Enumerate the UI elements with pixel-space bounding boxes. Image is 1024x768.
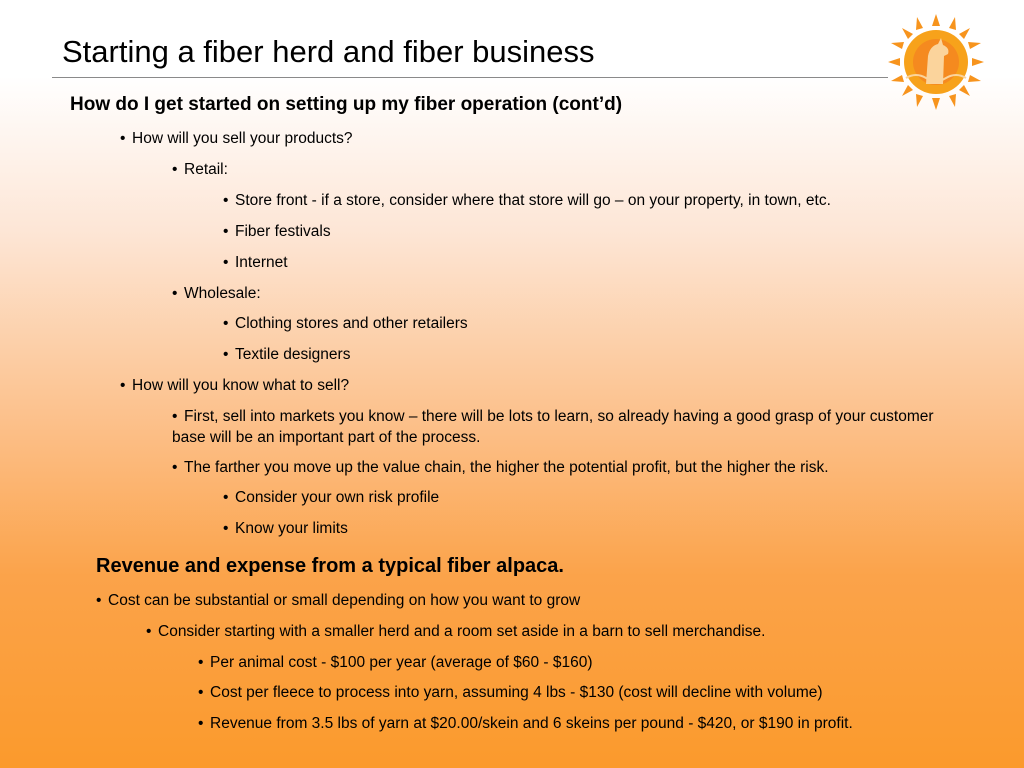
bullet-text: The farther you move up the value chain, the higher the potential profit, but the higher the risk. <box>184 459 829 476</box>
bullet-text: How will you know what to sell? <box>132 377 350 394</box>
bullet-text: First, sell into markets you know – there will be lots to learn, so already having a good grasp of your customer base will be an important part of the process. <box>172 408 934 446</box>
bullet-know-limits <box>223 518 348 539</box>
bullet-marker: • <box>198 684 204 701</box>
bullet-wholesale <box>172 283 261 304</box>
bullet-text: Cost can be substantial or small depending on how you want to grow <box>108 592 581 609</box>
bullet-marker: • <box>146 623 152 640</box>
bullet-text: Clothing stores and other retailers <box>235 315 468 332</box>
bullet-how-sell <box>120 128 353 149</box>
bullet-per-animal-cost <box>198 652 593 673</box>
bullet-marker: • <box>172 161 178 178</box>
bullet-cost-per-fleece <box>198 682 823 703</box>
bullet-cost-substantial <box>96 590 580 611</box>
bullet-marker: • <box>223 489 229 506</box>
section-heading-fiber-operation: How do I get started on setting up my fiber operation (cont’d) <box>70 94 623 115</box>
bullet-internet <box>223 252 288 273</box>
bullet-text: Revenue from 3.5 lbs of yarn at $20.00/skein and 6 skeins per pound - $420, or $190 in profit. <box>210 715 853 732</box>
bullet-marker: • <box>120 377 126 394</box>
bullet-text: Consider your own risk profile <box>235 489 440 506</box>
bullet-text: How will you sell your products? <box>132 130 353 147</box>
bullet-marker: • <box>223 223 229 240</box>
bullet-marker: • <box>198 715 204 732</box>
bullet-text: Retail: <box>184 161 228 178</box>
bullet-marker: • <box>172 285 178 302</box>
bullet-risk-profile <box>223 487 439 508</box>
bullet-textile-designers <box>223 344 350 365</box>
bullet-text: Textile designers <box>235 346 351 363</box>
bullet-fiber-festivals <box>223 221 331 242</box>
bullet-revenue-yarn <box>198 713 853 734</box>
bullet-what-to-sell <box>120 375 349 396</box>
bullet-marker: • <box>96 592 102 609</box>
bullet-store-front <box>223 190 831 211</box>
bullet-text: Know your limits <box>235 520 348 537</box>
bullet-text: Cost per fleece to process into yarn, assuming 4 lbs - $130 (cost will decline with volume) <box>210 684 823 701</box>
bullet-text: Store front - if a store, consider where that store will go – on your property, in town, etc. <box>235 192 831 209</box>
section-heading-revenue-expense: Revenue and expense from a typical fiber alpaca. <box>96 555 564 577</box>
bullet-marker: • <box>172 459 178 476</box>
salt-river-alpacas-logo <box>886 12 986 112</box>
bullet-marker: • <box>223 192 229 209</box>
bullet-marker: • <box>172 408 178 425</box>
bullet-marker: • <box>223 254 229 271</box>
bullet-marker: • <box>120 130 126 147</box>
bullet-text: Wholesale: <box>184 285 261 302</box>
bullet-value-chain <box>172 457 829 478</box>
title-divider <box>52 77 888 78</box>
bullet-smaller-herd <box>146 621 765 642</box>
bullet-sell-known-markets <box>172 406 962 448</box>
slide-title: Starting a fiber herd and fiber business <box>62 34 595 69</box>
bullet-text: Internet <box>235 254 288 271</box>
bullet-marker: • <box>198 654 204 671</box>
bullet-retail <box>172 159 228 180</box>
bullet-text: Per animal cost - $100 per year (average of $60 - $160) <box>210 654 593 671</box>
bullet-marker: • <box>223 346 229 363</box>
bullet-marker: • <box>223 315 229 332</box>
bullet-clothing-stores <box>223 313 468 334</box>
bullet-text: Consider starting with a smaller herd and a room set aside in a barn to sell merchandise. <box>158 623 766 640</box>
bullet-marker: • <box>223 520 229 537</box>
bullet-text: Fiber festivals <box>235 223 331 240</box>
